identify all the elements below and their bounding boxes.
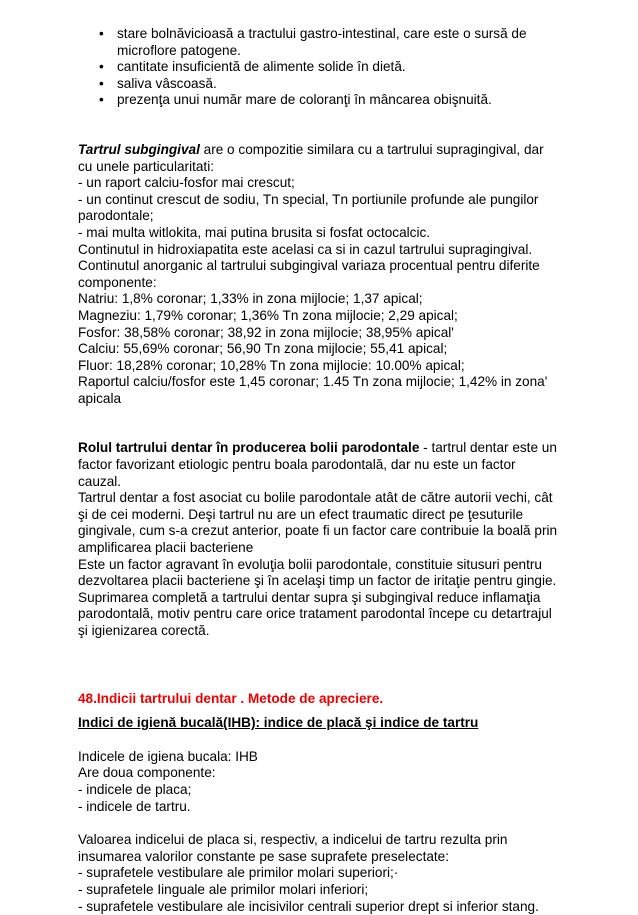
rol-intro: Rolul tartrului dentar în producerea bolii parodontale - tartrul dentar este un factor favorizant etiologic pentru boala parodontală, dar nu este un factor cauzal.	[78, 440, 557, 489]
subgingival-intro: Tartrul subgingival are o compozitie similara cu a tartrului supragingival, dar cu unele particularitati:	[78, 141, 544, 174]
paragraph-line: Tartrul dentar a fost asociat cu bolile parodontale atât de către autorii vechi, cât şi de cei moderni. Deşi tartrul nu are un efect traumatic direct pe ţesuturile gingivale, cum s-a crezut anterior, poate fi un factor care contribuie la boală prin amplificarea placii bacteriene	[78, 490, 558, 556]
section-subheading: Indici de igienă bucală(IHB): indice de placă şi indice de tartru	[78, 715, 479, 731]
list-item: • cantitate insuficientă de alimente solide în dietă.	[78, 59, 558, 76]
list-item: • saliva vâscoasă.	[78, 76, 558, 93]
list-item: • prezenţa unui număr mare de coloranţi în mâncarea obişnuită.	[78, 92, 558, 109]
paragraph-line: - un raport calciu-fosfor mai crescut;	[78, 175, 295, 191]
bullet-list	[78, 26, 558, 109]
section-heading: 48.Indicii tartrului dentar . Metode de apreciere.	[78, 690, 384, 706]
rol-title: Rolul tartrului dentar în producerea bolii parodontale	[78, 440, 420, 456]
list-item: • stare bolnăvicioasă a tractului gastro-intestinal, care este o sursă de microflore patogene.	[78, 26, 558, 59]
rol-section	[78, 440, 558, 639]
paragraph-line: Magneziu: 1,79% coronar; 1,36% Tn zona mijlocie; 2,29 apical;	[78, 307, 458, 323]
paragraph-line: - suprafetele vestibulare ale incisivilor centrali superior drept si inferior stang.	[78, 898, 539, 914]
paragraph-line: Valoarea indicelui de placa si, respectiv, a indicelui de tartru rezulta prin insumarea valorilor constante pe sase suprafete preselectate:	[78, 832, 508, 864]
paragraph-line: Are doua componente:	[78, 765, 216, 781]
paragraph-line: Fluor: 18,28% coronar; 10,28% Tn zona mijlocie: 10.00% apical;	[78, 357, 465, 373]
paragraph-line: Fosfor: 38,58% coronar; 38,92 in zona mijlocie; 38,95% apical'	[78, 324, 454, 340]
paragraph-line: Este un factor agravant în evoluţia bolii parodontale, constituie situsuri pentru dezvoltarea placii bacteriene şi în acelaşi timp un factor de iritaţie pentru gingie. Suprimarea completă a tartrului dentar supra şi subgingival reduce inflamaţia parodontală, motiv pentru care orice tratament parodontal începe cu detartrajul şi igienizarea corectă.	[78, 556, 557, 638]
paragraph-line: - indicele de placa;	[78, 781, 192, 797]
paragraph-line: Indicele de igiena bucala: IHB	[78, 748, 258, 764]
paragraph-line: - suprafetele vestibulare ale primilor molari superiori;·	[78, 865, 399, 881]
paragraph-line: - indicele de tartru.	[78, 798, 191, 814]
paragraph-line: - suprafetele Iinguale ale primilor molari inferiori;	[78, 881, 369, 897]
section-48	[78, 691, 558, 915]
paragraph-line: - mai multa witlokita, mai putina brusita si fosfat octocalcic.	[78, 224, 431, 240]
subgingival-section	[78, 142, 558, 408]
paragraph-line: Calciu: 55,69% coronar; 56,90 Tn zona mijlocie; 55,41 apical;	[78, 341, 448, 357]
paragraph-line: Continutul in hidroxiapatita este acelasi ca si in cazul tartrului supragingival.	[78, 241, 533, 257]
document-page	[78, 26, 558, 915]
paragraph-line: Natriu: 1,8% coronar; 1,33% in zona mijlocie; 1,37 apical;	[78, 291, 423, 307]
paragraph-line: Continutul anorganic al tartrului subgingival variaza procentual pentru diferite componente:	[78, 258, 540, 290]
paragraph-line: - un continut crescut de sodiu, Tn special, Tn portiunile profunde ale pungilor parodontale;	[78, 191, 539, 224]
paragraph-line: Raportul calciu/fosfor este 1,45 coronar; 1.45 Tn zona mijlocie; 1,42% in zona' apicala	[78, 374, 548, 406]
subgingival-title: Tartrul subgingival	[78, 141, 200, 157]
